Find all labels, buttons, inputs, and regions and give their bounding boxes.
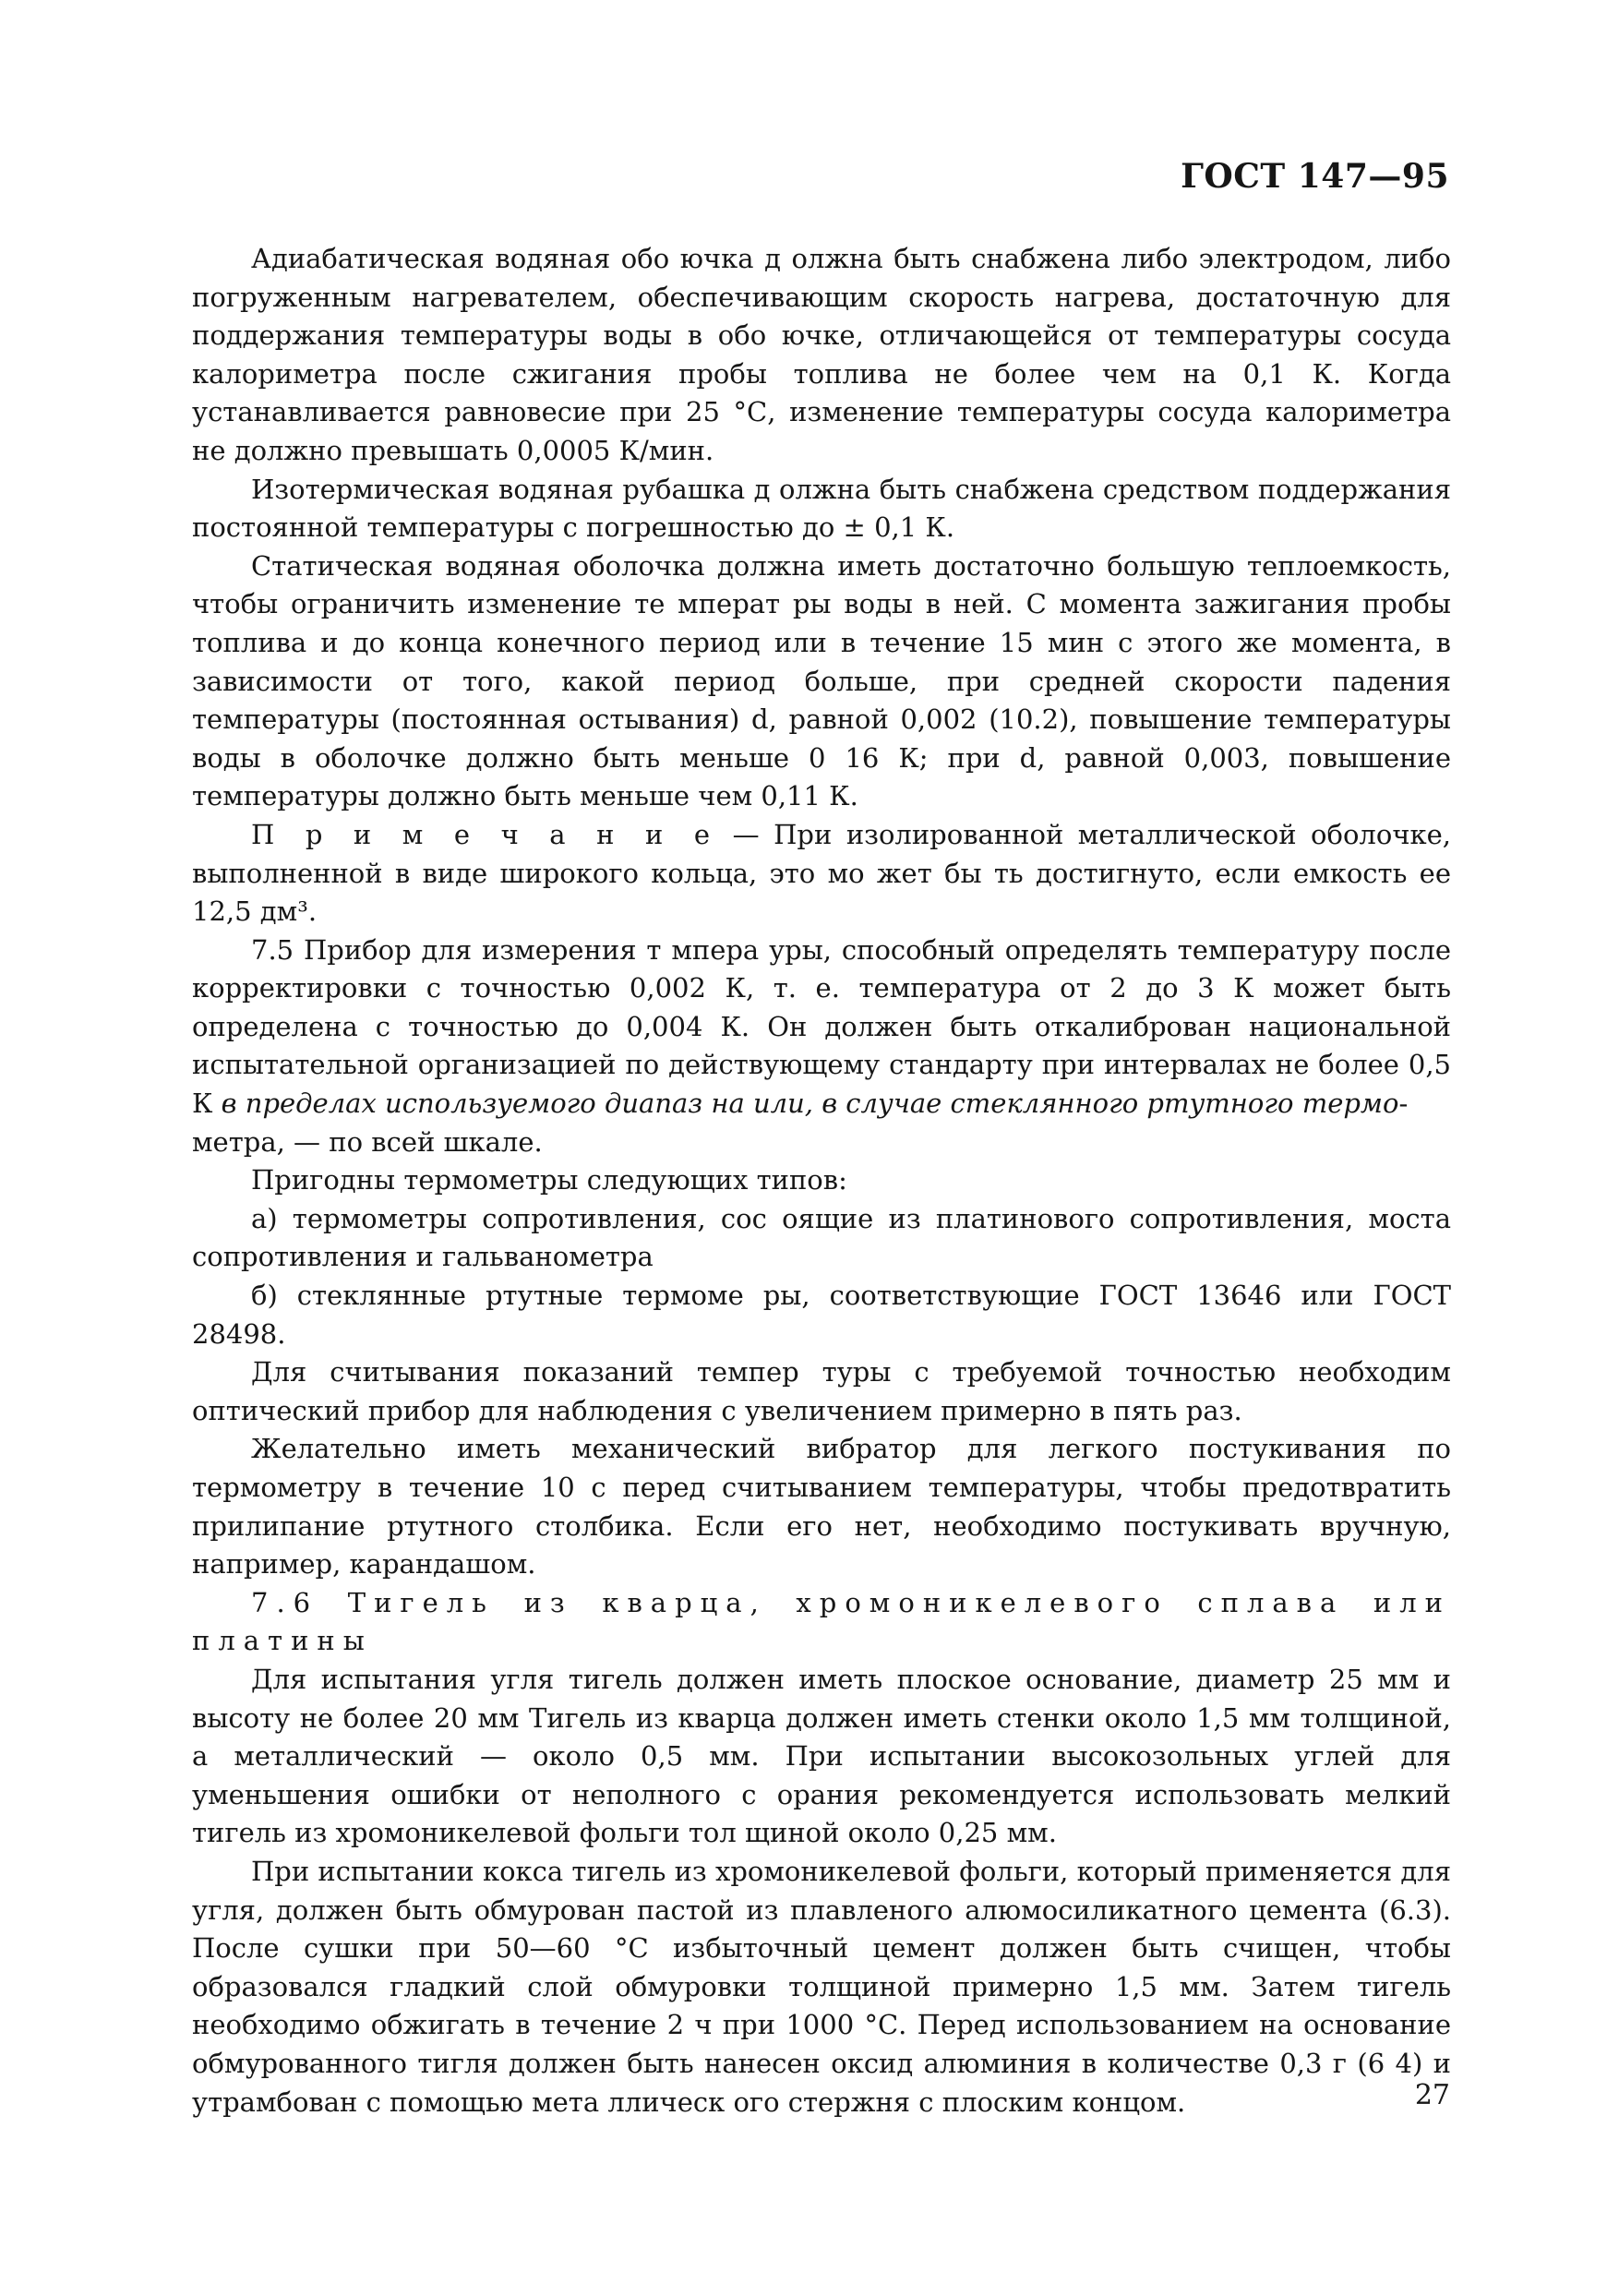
note-text: — При изолированной металлической оболочке, выполненной в виде широкого кольца, это мо жет бы ть достигнуто, если емкость ее 12,5 дм³.	[192, 818, 1451, 928]
paragraph-optical-device: Для считывания показаний темпер туры с требуемой точностью необходим оптический прибор для наблюдения с увеличением примерно в пять раз.	[192, 1356, 1451, 1426]
section-7-6-heading: 7.6 Тигель из кварца, хромоникелевого сплава или платины	[192, 1586, 1451, 1657]
section-7-5-text: 7.5 Прибор для измерения т мпера уры, способный определять температуру после корректировки с точностью 0,002 К, т. е. температура от 2 до 3 К может быть определена с точностью до 0,004 К. Он должен быть откалиброван национальной испытательной организацией по действующему стандарту при интервалах не более 0,5 К	[192, 933, 1451, 1120]
section-7-5-paragraph: 7.5 Прибор для измерения т мпера уры, способный определять температуру после корректировки с точностью 0,002 К, т. е. температура от 2 до 3 К может быть определена с точностью до 0,004 К. Он должен быть откалиброван национальной испытательной организацией по действующему стандарту при интервалах не более 0,5 К в пределах используемого диапаз на или, в случае стеклянного ртутного термо- метра, — по всей шкале.	[192, 933, 1451, 1158]
section-7-5-text-end: метра, — по всей шкале.	[192, 1125, 543, 1158]
page-number: 27	[1414, 2079, 1450, 2111]
paragraph-isothermal-jacket: Изотермическая водяная рубашка д олжна быть снабжена средством поддержания постоянной температуры с погрешностью до ± 0,1 К.	[192, 473, 1451, 544]
section-7-6-paragraph-2: При испытании кокса тигель из хромоникелевой фольги, который применяется для угля, должен быть обмурован пастой из плавленого алюмосиликатного цемента (6.3). После сушки при 50—60 °С избыточный цемент должен быть счищен, чтобы образовался гладкий слой обмуровки толщиной примерно 1,5 мм. Затем тигель необходимо обжигать в течение 2 ч при 1000 °С. Перед использованием на основание обмурованного тигля должен быть нанесен оксид алюминия в количестве 0,3 г (6 4) и утрамбован с помощью мета ллическ ого стержня с плоским концом.	[192, 1855, 1451, 2118]
paragraph-static-jacket: Статическая водяная оболочка должна иметь достаточно большую теплоемкость, чтобы ограничить изменение те мперат ры воды в ней. С момента зажигания пробы топлива и до конца конечного период или в течение 15 мин с этого же момента, в зависимости от того, какой период больше, при средней скорости падения температуры (постоянная остывания) d, равной 0,002 (10.2), повышение температуры воды в оболочке должно быть меньше 0 16 К; при d, равной 0,003, повышение температуры должно быть меньше чем 0,11 К.	[192, 549, 1451, 812]
thermometers-intro: Пригодны термометры следующих типов:	[251, 1164, 847, 1196]
body-text	[192, 240, 1451, 2122]
document-code-header: ГОСТ 147—95	[1181, 157, 1449, 196]
note-label: П р и м е ч а н и е	[251, 818, 719, 850]
paragraph-adiabatic-jacket: Адиабатическая водяная обо ючка д олжна быть снабжена либо электродом, либо погруженным нагревателем, обеспечивающим скорость нагрева, достаточную для поддержания температуры воды в обо ючке, отличающейся от температуры сосуда калориметра после сжигания пробы топлива не более чем на 0,1 К. Когда устанавливается равновесие при 25 °С, изменение температуры сосуда калориметра не должно превышать 0,0005 К/мин.	[192, 243, 1451, 466]
section-7-5-italic-text: в пределах используемого диапаз на или, в случае стеклянного ртутного термо	[212, 1088, 1399, 1120]
note-paragraph	[192, 816, 1451, 932]
thermometers-item-b: б) стеклянные ртутные термоме ры, соответствующие ГОСТ 13646 или ГОСТ 28498.	[192, 1280, 1451, 1350]
thermometers-item-a: а) термометры сопротивления, сос оящие из платинового сопротивления, моста сопротивления и гальванометра	[192, 1202, 1451, 1273]
section-7-6-paragraph-1: Для испытания угля тигель должен иметь плоское основание, диаметр 25 мм и высоту не более 20 мм Тигель из кварца должен иметь стенки около 1,5 мм толщиной, а металлический — около 0,5 мм. При испытании высокозольных углей для уменьшения ошибки от неполного с орания рекомендуется использовать мелкий тигель из хромоникелевой фольги тол щиной около 0,25 мм.	[192, 1663, 1451, 1849]
paragraph-vibrator: Желательно иметь механический вибратор для легкого постукивания по термометру в течение 10 с перед считыванием температуры, чтобы предотвратить прилипание ртутного столбика. Если его нет, необходимо постукивать вручную, например, карандашом.	[192, 1433, 1451, 1581]
